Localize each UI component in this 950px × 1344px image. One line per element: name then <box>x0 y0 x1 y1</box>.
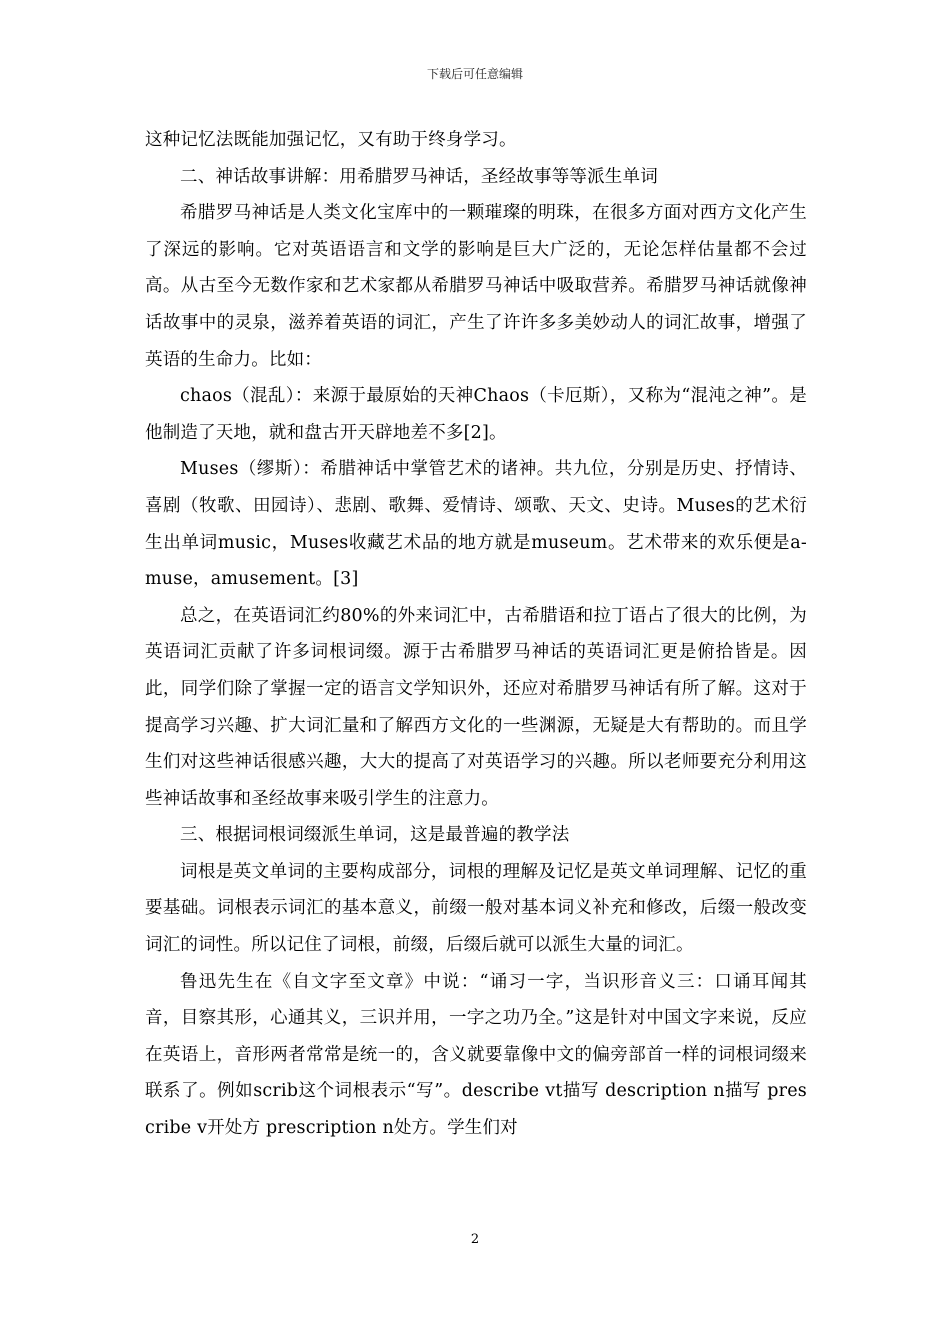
section-heading-2: 二、神话故事讲解：用希腊罗马神话，圣经故事等等派生单词 <box>180 166 658 187</box>
paragraph-1: 这种记忆法既能加强记忆，又有助于终身学习。 <box>145 130 517 150</box>
document-body <box>145 122 807 1147</box>
paragraph-chaos: chaos（混乱）：来源于最原始的天神Chaos（卡厄斯），又称为“混沌之神”。是他制造了天地，就和盘古开天辟地差不多[2]。 <box>145 386 807 443</box>
page-number: 2 <box>470 1232 480 1247</box>
section-heading-3: 三、根据词根词缀派生单词，这是最普遍的教学法 <box>180 825 570 846</box>
paragraph-luxun: 鲁迅先生在《自文字至文章》中说：“诵习一字，当识形音义三：口诵耳闻其音，目察其形，心通其义，三识并用，一字之功乃全。”这是针对中国文字来说，反应在英语上，音形两者常常是统一的，含义就要靠像中文的偏旁部首一样的词根词缀来联系了。例如scrib这个词根表示“写”。describe vt描写 description n描写 prescribe v开处方 prescription n处方。学生们对 <box>145 971 807 1139</box>
paragraph-roots: 词根是英文单词的主要构成部分，词根的理解及记忆是英文单词理解、记忆的重要基础。词根表示词汇的基本意义，前缀一般对基本词义补充和修改，后缀一般改变词汇的词性。所以记住了词根，前缀，后缀后就可以派生大量的词汇。 <box>145 861 807 956</box>
paragraph-muses: Muses（缪斯）：希腊神话中掌管艺术的诸神。共九位，分别是历史、抒情诗、喜剧（牧歌、田园诗）、悲剧、歌舞、爱情诗、颂歌、天文、史诗。Muses的艺术衍生出单词music，Muses收藏艺术品的地方就是museum。艺术带来的欢乐便是a-muse，amusement。[3] <box>145 459 807 590</box>
page-header: 下载后可任意编辑 <box>426 67 523 81</box>
paragraph-3: 希腊罗马神话是人类文化宝库中的一颗璀璨的明珠，在很多方面对西方文化产生了深远的影响。它对英语语言和文学的影响是巨大广泛的，无论怎样估量都不会过高。从古至今无数作家和艺术家都从希腊罗马神话中吸取营养。希腊罗马神话就像神话故事中的灵泉，滋养着英语的词汇，产生了许许多多美妙动人的词汇故事，增强了英语的生命力。比如： <box>145 203 807 370</box>
paragraph-summary: 总之，在英语词汇约80%的外来词汇中，古希腊语和拉丁语占了很大的比例，为英语词汇贡献了许多词根词缀。源于古希腊罗马神话的英语词汇更是俯拾皆是。因此，同学们除了掌握一定的语言文学知识外，还应对希腊罗马神话有所了解。这对于提高学习兴趣、扩大词汇量和了解西方文化的一些渊源，无疑是大有帮助的。而且学生们对这些神话很感兴趣，大大的提高了对英语学习的兴趣。所以老师要充分利用这些神话故事和圣经故事来吸引学生的注意力。 <box>145 605 807 809</box>
